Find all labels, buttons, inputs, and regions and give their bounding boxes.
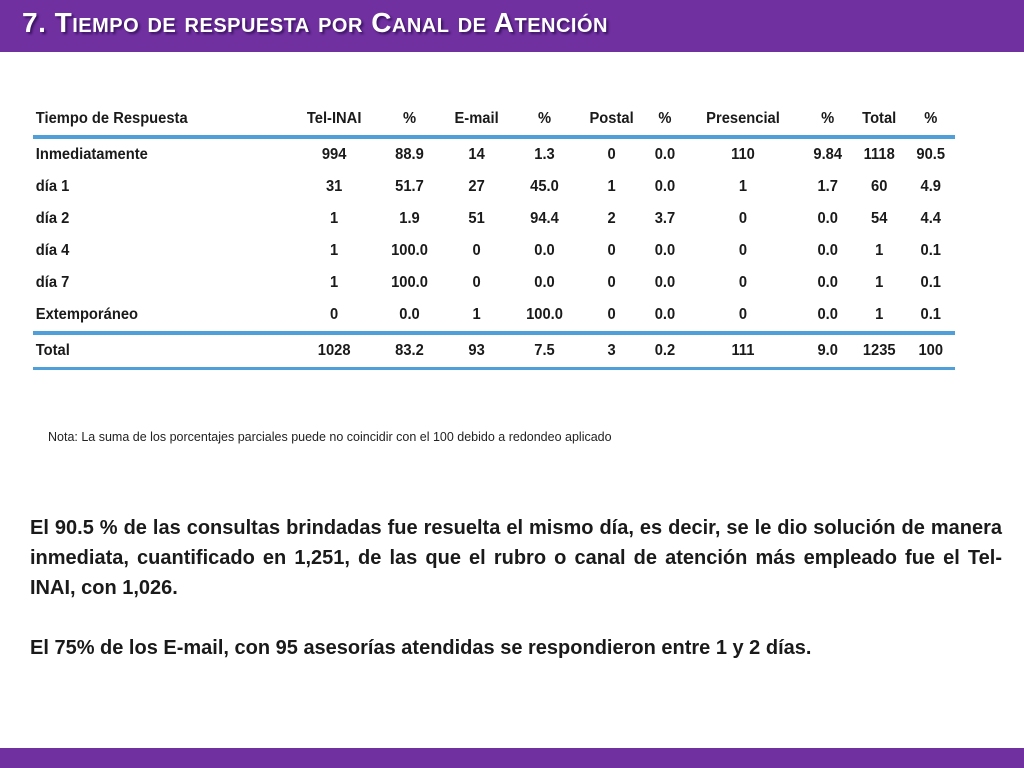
title-bar <box>0 0 1024 52</box>
table-cell: 1 <box>738 178 747 195</box>
column-header: Tiempo de Respuesta <box>35 110 188 127</box>
table-cell: 0.0 <box>654 242 675 259</box>
column-header: % <box>537 110 551 127</box>
total-cell: 1028 <box>317 342 351 359</box>
table-cell: 0.0 <box>654 178 675 195</box>
table-cell: 0.1 <box>921 242 942 259</box>
table-row <box>33 299 955 333</box>
table-cell: 51 <box>468 210 486 227</box>
row-label: Extemporáneo <box>35 306 139 323</box>
table-cell: 0.1 <box>921 306 942 323</box>
table-cell: 0.0 <box>533 242 555 259</box>
table-cell: 0 <box>607 146 616 163</box>
column-header: % <box>403 110 417 127</box>
table-header-row <box>33 103 955 137</box>
table-cell: 4.9 <box>921 178 942 195</box>
table-cell: 54 <box>871 210 888 227</box>
footer-bar <box>0 748 1024 768</box>
table-cell: 1.3 <box>533 146 555 163</box>
table-cell: 1.7 <box>817 178 838 195</box>
table-cell: 1 <box>607 178 616 195</box>
table-cell: 1 <box>330 210 339 227</box>
table-cell: 1.9 <box>399 210 421 227</box>
table-cell: 3.7 <box>654 210 675 227</box>
table-cell: 0 <box>738 274 747 291</box>
table-cell: 0.0 <box>399 306 421 323</box>
table-cell: 88.9 <box>395 146 425 163</box>
table-cell: 1 <box>330 274 339 291</box>
total-cell: 1235 <box>862 342 896 359</box>
total-cell: 7.5 <box>533 342 555 359</box>
table-cell: 1 <box>330 242 339 259</box>
column-header: % <box>658 110 672 127</box>
table-cell: 1 <box>875 274 884 291</box>
table-cell: 0 <box>738 306 747 323</box>
table-cell: 0.0 <box>817 274 838 291</box>
table-cell: 0.0 <box>817 306 838 323</box>
table-cell: 0.0 <box>654 274 675 291</box>
row-label: Inmediatamente <box>35 146 148 163</box>
table-cell: 45.0 <box>529 178 559 195</box>
total-label: Total <box>35 342 70 359</box>
row-label: día 1 <box>35 178 70 195</box>
table-cell: 0 <box>607 242 616 259</box>
total-cell: 100 <box>918 342 944 359</box>
table-cell: 51.7 <box>395 178 425 195</box>
table-row <box>33 267 955 299</box>
total-cell: 83.2 <box>395 342 425 359</box>
summary-paragraph-1: El 90.5 % de las consultas brindadas fue resuelta el mismo día, es decir, se le dio solución de manera inmediata, cuantificado en 1,251, de las que el rubro o canal de atención más empleado fue el Tel-INAI, con 1,026. <box>30 517 1002 599</box>
table-cell: 60 <box>871 178 888 195</box>
table-cell: 9.84 <box>813 146 842 163</box>
table-cell: 0 <box>738 242 747 259</box>
row-label: día 2 <box>35 210 70 227</box>
table-cell: 94.4 <box>529 210 559 227</box>
table-row <box>33 203 955 235</box>
table-body <box>33 137 955 369</box>
table-cell: 0 <box>472 274 482 291</box>
summary-paragraph-2: El 75% de los E-mail, con 95 asesorías atendidas se respondieron entre 1 y 2 días. <box>30 637 812 659</box>
total-cell: 9.0 <box>817 342 838 359</box>
table-cell: 1 <box>875 242 884 259</box>
column-header: Total <box>862 110 897 127</box>
table-cell: 0.0 <box>817 210 838 227</box>
table-cell: 90.5 <box>916 146 946 163</box>
response-time-table-container <box>33 103 955 370</box>
column-header: Presencial <box>705 110 780 127</box>
table-cell: 110 <box>730 146 755 163</box>
table-cell: 0.0 <box>817 242 838 259</box>
table-cell: 0.0 <box>533 274 555 291</box>
table-note: Nota: La suma de los porcentajes parciales puede no coincidir con el 100 debido a redondeo aplicado <box>48 430 612 444</box>
table-cell: 0 <box>330 306 339 323</box>
table-cell: 4.4 <box>921 210 942 227</box>
total-cell: 111 <box>731 342 755 359</box>
total-cell: 0.2 <box>654 342 675 359</box>
row-label: día 4 <box>35 242 70 259</box>
total-cell: 93 <box>468 342 486 359</box>
table-cell: 0 <box>472 242 482 259</box>
table-row <box>33 171 955 203</box>
column-header: % <box>820 110 834 127</box>
table-cell: 100.0 <box>391 274 429 291</box>
table-cell: 14 <box>468 146 486 163</box>
column-header: Postal <box>589 110 634 127</box>
table-cell: 0.0 <box>654 306 675 323</box>
table-cell: 1118 <box>863 146 895 163</box>
table-cell: 0 <box>607 306 616 323</box>
table-cell: 994 <box>321 146 347 163</box>
column-header: E-mail <box>454 110 500 127</box>
table-cell: 1 <box>875 306 884 323</box>
table-cell: 100.0 <box>391 242 429 259</box>
table-cell: 31 <box>326 178 343 195</box>
table-cell: 0 <box>607 274 616 291</box>
table-cell: 100.0 <box>525 306 563 323</box>
table-cell: 1 <box>472 306 482 323</box>
total-cell: 3 <box>607 342 616 359</box>
table-cell: 2 <box>607 210 616 227</box>
table-row <box>33 235 955 267</box>
table-total-row <box>33 333 955 369</box>
response-time-table <box>33 103 955 370</box>
page-title: 7. Tiempo de respuesta por Canal de Atención <box>22 7 608 38</box>
table-cell: 27 <box>468 178 486 195</box>
row-label: día 7 <box>35 274 70 291</box>
column-header: Tel-INAI <box>306 110 362 127</box>
table-cell: 0.0 <box>654 146 675 163</box>
table-cell: 0 <box>738 210 747 227</box>
column-header: % <box>924 110 938 127</box>
table-row <box>33 137 955 171</box>
table-cell: 0.1 <box>921 274 942 291</box>
